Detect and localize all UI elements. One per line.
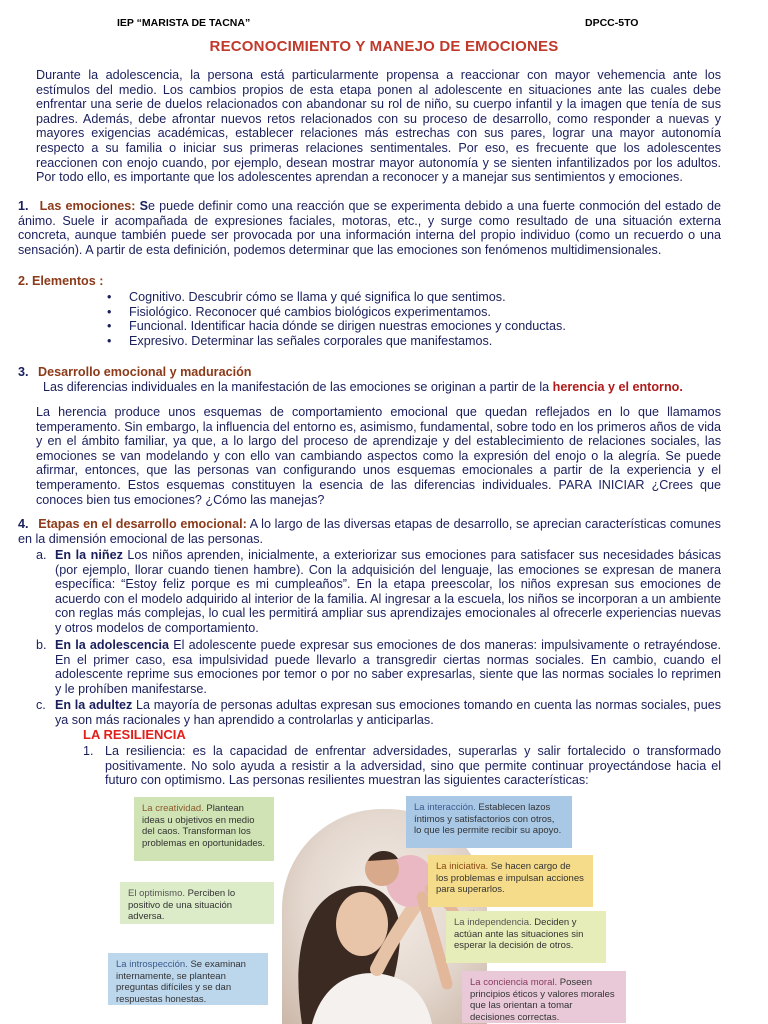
section-number: 4. [18, 517, 29, 531]
page-title: RECONOCIMIENTO Y MANEJO DE EMOCIONES [209, 38, 559, 55]
card-independencia [446, 911, 606, 963]
item-label: c. [36, 698, 46, 712]
section-desarrollo-paragraph: La herencia produce unos esquemas de comportamiento emocional que quedan reflejados en lo que llamamos temperamento. Sin embargo, la influencia del entorno es, asimismo, fundamental, sobre todo en los primeros años de vida y en el ámbito familiar, ya que, a lo largo del proceso de aprendizaje y del establecimiento de relaciones sociales, las emociones se van modelando y con ello van cambiando aspectos como la expresión del enojo o la alegría. Se puede afirmar, entonces, que las personas van configurando unos esquemas emocionales a partir de la experiencia y el temperamento. Estos esquemas constituyen la esencia de las diferencias individuales. PARA INICIAR ¿Crees que conoces bien tus emociones? ¿Cómo las manejas? [36, 405, 721, 507]
item-title: En la niñez [55, 548, 123, 562]
item-text: La mayoría de personas adultas expresan sus emociones tomando en cuenta las normas sociales, pues ya son más racionales y han aprendido a controlarlas y anticiparlas. [55, 698, 721, 727]
item-label: a. [36, 548, 47, 562]
section-etapas [18, 517, 721, 546]
course-code: DPCC-5TO [585, 17, 639, 29]
resiliencia-title: LA RESILIENCIA [83, 727, 186, 742]
card-interaccion [406, 796, 572, 848]
section-title: Desarrollo emocional y maduración [38, 365, 252, 379]
resiliencia-infographic [106, 785, 666, 1024]
section-desarrollo-line [43, 380, 721, 395]
list-item: • Fisiológico. Reconocer qué cambios biológicos experimentamos. [107, 304, 491, 319]
resiliencia-definition [83, 744, 721, 788]
section-title: Etapas en el desarrollo emocional: [38, 517, 247, 531]
list-item: • Funcional. Identificar hacia dónde se dirigen nuestras emociones y conductas. [107, 319, 566, 334]
card-title: La iniciativa. [436, 861, 489, 872]
bullet-text: Fisiológico. Reconocer qué cambios biológicos experimentamos. [129, 304, 491, 319]
card-title: La conciencia moral. [470, 977, 558, 988]
card-text: Perciben lo positivo de una situación adversa. [128, 888, 236, 922]
item-title: En la adultez [55, 698, 133, 712]
section-emociones [18, 199, 721, 257]
card-title: La introspección. [116, 959, 188, 970]
card-title: La creatividad. [142, 803, 204, 814]
item-title: En la adolescencia [55, 638, 170, 652]
card-text: Se examinan internamente, se plantean preguntas difíciles y se dan respuestas honestas. [116, 959, 246, 1005]
section-elementos-title [18, 274, 703, 289]
intro-paragraph: Durante la adolescencia, la persona está particularmente propensa a reaccionar con mayor vehemencia ante los estímulos del medio. Los cambios propios de esta etapa ponen al adolescente en situaciones ante las cuales debe enfrentar una serie de duelos relacionados con abandonar su rol de niño, su cuerpo infantil y la imagen que tenía de sus padres. Además, debe afrontar nuevos retos relacionados con su proceso de desarrollo, como responder a nuevas y mayores exigencias académicas, establecer relaciones más estrechas con sus pares, lograr una mayor autonomía respecto a su familia o iniciar sus primeras relaciones sentimentales. Por eso, es frecuente que los adolescentes reaccionen con enojo cuando, por ejemplo, desean mostrar mayor autonomía y se sienten infantilizados por los adultos. Por todo ello, es importante que los adolescentes aprendan a reconocer y a manejar sus sentimientos y emociones. [36, 68, 721, 185]
card-title: La independencia. [454, 917, 532, 928]
card-iniciativa [428, 855, 593, 907]
list-item: • Cognitivo. Descubrir cómo se llama y qué significa lo que sentimos. [107, 290, 506, 304]
elementos-list [107, 290, 707, 348]
card-text: Plantean ideas u objetivos en medio del caos. Transforman los problemas en oportunidades. [142, 803, 266, 849]
card-text: Deciden y actúan ante las situaciones sin esperar la decisión de otros. [454, 917, 584, 951]
card-creatividad [134, 797, 274, 861]
section-title: Las emociones: [39, 199, 136, 213]
school-name: IEP “MARISTA DE TACNA” [117, 17, 251, 29]
card-text: Establecen lazos íntimos y satisfactorios con otros, lo que les permite recibir su apoyo. [414, 802, 562, 836]
item-text: La resiliencia: es la capacidad de enfrentar adversidades, superarlas y salir fortalecido o transformado positivamente. No solo ayuda a resistir a la adversidad, sino que permite continuar proyectándose hacia el futuro con optimismo. Las personas resilientes muestran las siguientes características: [105, 744, 721, 788]
card-title: El optimismo. [128, 888, 186, 899]
bullet-text: Funcional. Identificar hacia dónde se dirigen nuestras emociones y conductas. [129, 319, 566, 334]
section-number: 2. [18, 274, 29, 288]
item-text: Los niños aprenden, inicialmente, a exteriorizar sus emociones para satisfacer sus necesidades básicas (por ejemplo, llorar cuando tienen hambre). Con la adquisición del lenguaje, las emociones se expresan de manera específica: “Estoy feliz porque es mi cumpleaños”. En la etapa preescolar, los niños expresan sus emociones de acuerdo con el modelo adquirido al interior de la familia. Al ingresar a la escuela, los niños se incorporan a un ambiente con reglas más complejas, lo cual les permitirá ampliar sus aprendizajes emocionales al ofrecerle experiencias nuevas y otros modelos de comportamiento. [55, 548, 721, 635]
etapa-adultez [36, 698, 721, 727]
section-text: e puede definir como una reacción que se experimenta debido a una fuerte conmoción del estado de ánimo. Suele ir acompañada de expresiones faciales, motoras, etc., y surge como resultado de una situación externa concreta, aunque también puede ser provocada por una información interna del propio individuo (como un recuerdo o una sensación). A partir de esta definición, podemos determinar que las emociones son fenómenos multidimensionales. [18, 199, 722, 257]
card-conciencia-moral [462, 971, 626, 1023]
bullet-text: Expresivo. Determinar las señales corporales que manifestamos. [129, 333, 493, 348]
item-text: El adolescente puede expresar sus emociones de dos maneras: impulsivamente o retrayéndose. En el primer caso, esa impulsividad puede llevarlo a transgredir ciertas normas sociales. En cambio, cuando el adolescente reprime sus emociones por temor o por no saber expresarlas, siente que las normas sociales lo reprimen y le prohíben manifestarse. [55, 638, 722, 696]
highlight-text: herencia y el entorno. [552, 380, 683, 394]
item-label: b. [36, 638, 47, 652]
card-text: Poseen principios éticos y valores morales que las orientan a tomar decisiones correctas. [470, 977, 615, 1023]
card-text: Se hacen cargo de los problemas e impulsan acciones para superarlos. [436, 861, 584, 895]
list-item: • Expresivo. Determinar las señales corporales que manifestamos. [107, 333, 493, 348]
section-number: 3. [18, 365, 29, 379]
card-optimismo [120, 882, 274, 924]
etapa-adolescencia [36, 638, 721, 696]
card-title: La interacción. [414, 802, 476, 813]
section-lead: S [135, 199, 149, 213]
section-text: Las diferencias individuales en la manifestación de las emociones se originan a partir de la [43, 380, 553, 394]
card-introspeccion [108, 953, 268, 1005]
section-number: 1. [18, 199, 29, 213]
bullet-text: Cognitivo. Descubrir cómo se llama y qué significa lo que sentimos. [129, 290, 506, 304]
section-desarrollo-title [18, 365, 703, 380]
item-label: 1. [83, 744, 94, 758]
section-text: A lo largo de las diversas etapas de desarrollo, se aprecian características comunes en la dimensión emocional de las personas. [18, 517, 721, 546]
etapa-ninez [36, 548, 721, 636]
section-title: Elementos : [32, 274, 104, 288]
